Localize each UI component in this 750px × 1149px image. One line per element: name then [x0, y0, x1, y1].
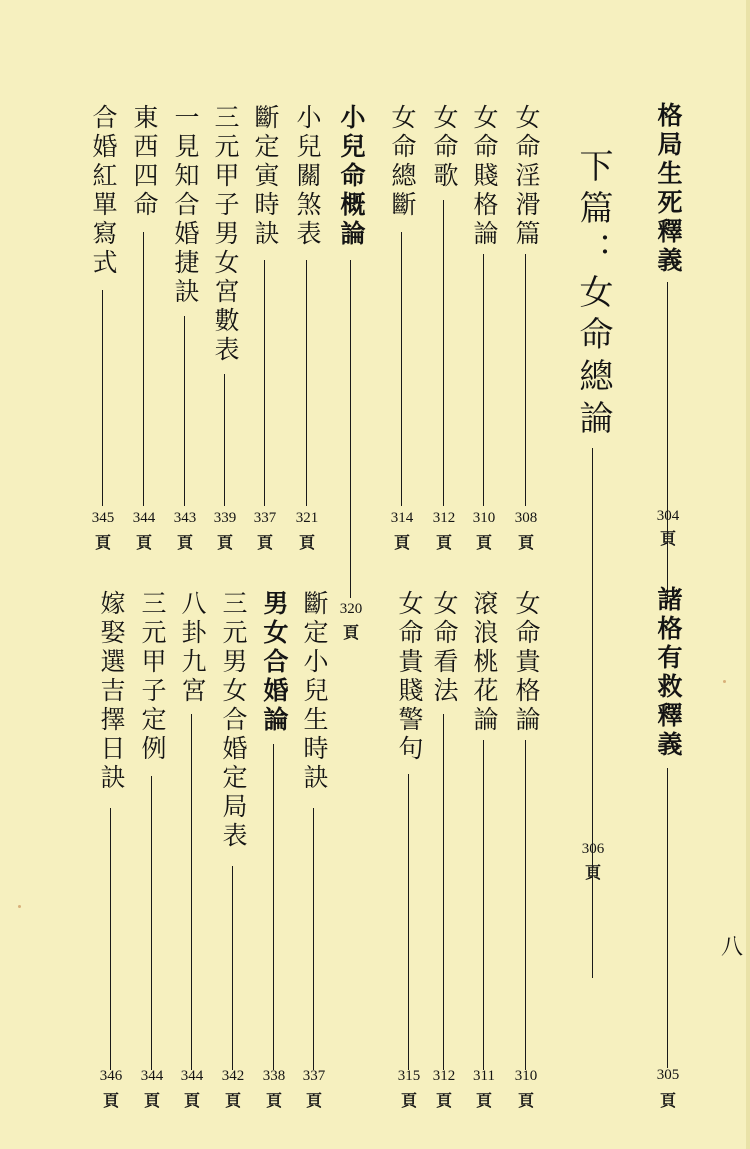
- toc-entry-bottom-4: [392, 590, 426, 1130]
- toc-entry-top-4: [427, 104, 461, 564]
- leader-line: [525, 254, 526, 506]
- toc-entry-bottom-1: [509, 590, 543, 1130]
- page-edge: [746, 0, 750, 1149]
- entry-title: 三元男女合婚定局表: [219, 590, 248, 851]
- entry-title: 斷定寅時訣: [251, 104, 280, 249]
- leader-line: [350, 260, 351, 598]
- entry-page-number: 339: [213, 510, 237, 526]
- entry-title: 女命貴賤警句: [395, 590, 424, 764]
- paper-speck: [18, 905, 21, 908]
- entry-page-suffix: 頁: [435, 533, 452, 552]
- leader-line: [273, 744, 274, 1070]
- leader-line: [306, 260, 307, 506]
- leader-line: [408, 774, 409, 1070]
- leader-line: [224, 374, 225, 506]
- leader-line: [443, 200, 444, 506]
- leader-line: [232, 866, 233, 1070]
- entry-page-suffix: 頁: [256, 533, 273, 552]
- toc-entry-bottom-7: [216, 590, 250, 1130]
- entry-title: 男女合婚論: [260, 590, 289, 735]
- entry-page-suffix: 頁: [298, 533, 315, 552]
- entry-title: 滾浪桃花論: [470, 590, 499, 735]
- leader-line: [102, 290, 103, 506]
- toc-entry-top-2: [509, 104, 543, 564]
- entry-page-suffix: 頁: [400, 1091, 417, 1110]
- toc-entry-bottom-6: [257, 590, 291, 1130]
- toc-entry-bottom-10: [94, 590, 128, 1130]
- entry-page-number: 305: [656, 1067, 680, 1083]
- entry-page-number: 304: [656, 508, 680, 524]
- entry-page-suffix: 頁: [135, 533, 152, 552]
- toc-entry-top-8: [248, 104, 282, 564]
- toc-entry-top-9: [208, 104, 242, 564]
- entry-page-suffix: 頁: [305, 1091, 322, 1110]
- entry-title: 一見知合婚捷訣: [171, 104, 200, 307]
- entry-title: 小兒命概論: [337, 104, 366, 249]
- entry-title: 斷定小兒生時訣: [300, 590, 329, 793]
- leader-line: [191, 714, 192, 1070]
- entry-title: 三元甲子男女宮數表: [211, 104, 240, 365]
- entry-page-number: 320: [339, 601, 363, 617]
- leader-line: [443, 714, 444, 1070]
- leader-line: [184, 316, 185, 506]
- entry-page-number: 312: [432, 510, 456, 526]
- paper-speck: [723, 680, 726, 683]
- entry-title: 女命總斷: [388, 104, 417, 220]
- entry-title: 八卦九宮: [178, 590, 207, 706]
- toc-entry-top-3: [467, 104, 501, 564]
- entry-page-suffix: 頁: [659, 1091, 676, 1110]
- toc-entry-top-11: [127, 104, 161, 564]
- entry-title: 三元甲子定例: [138, 590, 167, 764]
- entry-page-number: 310: [472, 510, 496, 526]
- entry-title: 小兒關煞表: [293, 104, 322, 249]
- entry-page-suffix: 頁: [176, 533, 193, 552]
- entry-page-suffix: 頁: [224, 1091, 241, 1110]
- entry-title: 諸格有救釋義: [654, 586, 683, 760]
- entry-page-suffix: 頁: [102, 1091, 119, 1110]
- toc-entry-top-0: [651, 102, 685, 562]
- toc-entry-bottom-8: [175, 590, 209, 1130]
- entry-title: 女命賤格論: [470, 104, 499, 249]
- leader-line: [151, 776, 152, 1070]
- section-heading: 下篇：女命總論: [573, 148, 613, 442]
- entry-page-suffix: 頁: [659, 529, 676, 548]
- toc-entry-top-10: [168, 104, 202, 564]
- entry-page-number: 342: [221, 1068, 245, 1084]
- entry-title: 女命貴格論: [512, 590, 541, 735]
- toc-entry-bottom-3: [427, 590, 461, 1130]
- entry-page-suffix: 頁: [342, 623, 359, 642]
- entry-page-suffix: 頁: [94, 533, 111, 552]
- entry-page-number: 337: [302, 1068, 326, 1084]
- entry-page-suffix: 頁: [475, 1091, 492, 1110]
- toc-entry-top-7: [290, 104, 324, 564]
- toc-entry-top-5: [385, 104, 419, 564]
- entry-page-suffix: 頁: [393, 533, 410, 552]
- leader-line: [143, 232, 144, 506]
- entry-title: 女命看法: [430, 590, 459, 706]
- entry-page-number: 345: [91, 510, 115, 526]
- entry-page-number: 308: [514, 510, 538, 526]
- leader-line: [525, 740, 526, 1070]
- entry-page-number: 315: [397, 1068, 421, 1084]
- entry-page-number: 338: [262, 1068, 286, 1084]
- entry-page-suffix: 頁: [143, 1091, 160, 1110]
- entry-page-suffix: 頁: [584, 863, 601, 882]
- toc-entry-bottom-2: [467, 590, 501, 1130]
- entry-page-suffix: 頁: [435, 1091, 452, 1110]
- leader-line: [313, 808, 314, 1070]
- leader-line: [483, 740, 484, 1070]
- entry-page-number: 321: [295, 510, 319, 526]
- entry-title: 女命歌: [430, 104, 459, 191]
- entry-title: 合婚紅單寫式: [89, 104, 118, 278]
- entry-page-suffix: 頁: [517, 1091, 534, 1110]
- entry-page-suffix: 頁: [183, 1091, 200, 1110]
- leader-line: [110, 808, 111, 1070]
- entry-page-suffix: 頁: [216, 533, 233, 552]
- leader-line: [667, 282, 668, 602]
- entry-title: 女命淫滑篇: [512, 104, 541, 249]
- toc-heading-part-2: [570, 148, 616, 888]
- leader-line: [483, 254, 484, 506]
- entry-title: 格局生死釋義: [654, 102, 683, 276]
- leader-line: [401, 232, 402, 506]
- toc-entry-bottom-5: [297, 590, 331, 1130]
- entry-page-number: 306: [581, 841, 605, 857]
- entry-page-suffix: 頁: [517, 533, 534, 552]
- entry-title: 嫁娶選吉擇日訣: [97, 590, 126, 793]
- leader-line: [667, 768, 668, 1068]
- toc-entry-top-6: [334, 104, 368, 654]
- entry-title: 東西四命: [130, 104, 159, 220]
- page-folio-number: 八: [720, 935, 743, 960]
- entry-page-suffix: 頁: [265, 1091, 282, 1110]
- entry-page-number: 310: [514, 1068, 538, 1084]
- toc-entry-bottom-9: [135, 590, 169, 1130]
- entry-page-number: 343: [173, 510, 197, 526]
- entry-page-number: 346: [99, 1068, 123, 1084]
- entry-page-number: 314: [390, 510, 414, 526]
- entry-page-number: 337: [253, 510, 277, 526]
- entry-page-number: 344: [132, 510, 156, 526]
- toc-entry-top-12: [86, 104, 120, 564]
- entry-page-number: 344: [180, 1068, 204, 1084]
- entry-page-suffix: 頁: [475, 533, 492, 552]
- leader-line: [592, 448, 593, 978]
- leader-line: [264, 260, 265, 506]
- entry-page-number: 312: [432, 1068, 456, 1084]
- entry-page-number: 311: [473, 1068, 495, 1084]
- entry-page-number: 344: [140, 1068, 164, 1084]
- toc-entry-bottom-0: [651, 586, 685, 1126]
